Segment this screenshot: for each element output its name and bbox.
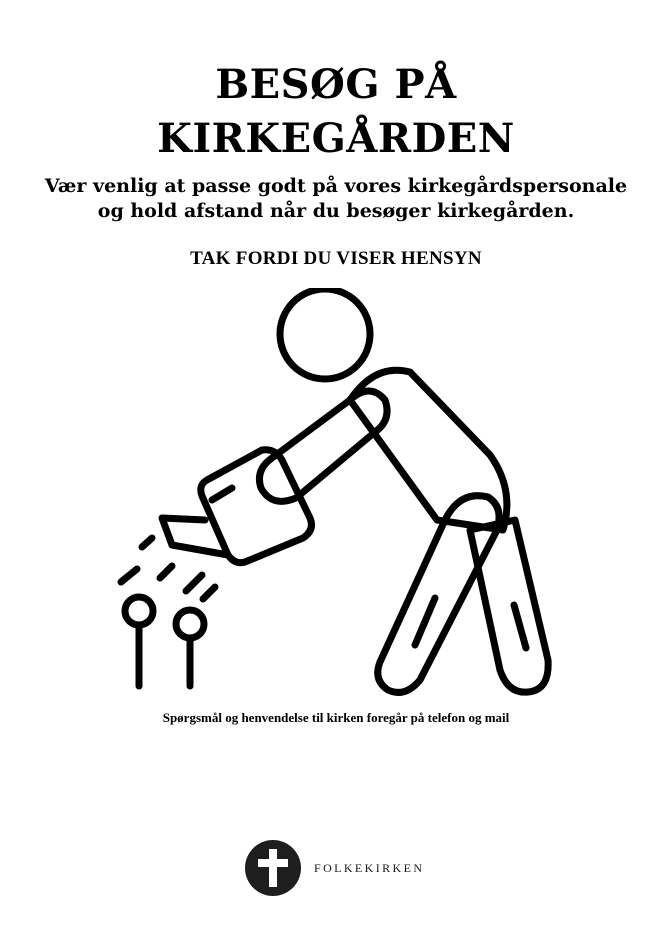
arm-shape [259, 391, 387, 501]
head-shape [280, 289, 370, 379]
flower-2-shape [176, 610, 204, 638]
flower-1-shape [125, 597, 153, 625]
subtitle-line-2: og hold afstand når du besøger kirkegården. [97, 200, 575, 222]
rear-leg-shape [470, 520, 548, 692]
footer-note: Spørgsmål og henvendelse til kirken foregår på telefon og mail [162, 710, 510, 725]
thanks-text: TAK FORDI DU VISER HENSYN [190, 248, 482, 269]
brand-name: FOLKEKIRKEN [314, 860, 425, 875]
title-line-1: BESØG PÅ [215, 61, 457, 108]
poster-title [0, 58, 672, 166]
subtitle-line-1: Vær venlig at passe godt på vores kirkegårdspersonale [44, 175, 628, 197]
person-watering-flowers-icon [110, 288, 560, 700]
watering-can-shape [201, 450, 312, 563]
poster-subtitle [20, 174, 652, 224]
cross-circle-logo-icon [244, 839, 302, 897]
brand [244, 838, 424, 898]
title-line-2: KIRKEGÅRDEN [157, 115, 515, 162]
